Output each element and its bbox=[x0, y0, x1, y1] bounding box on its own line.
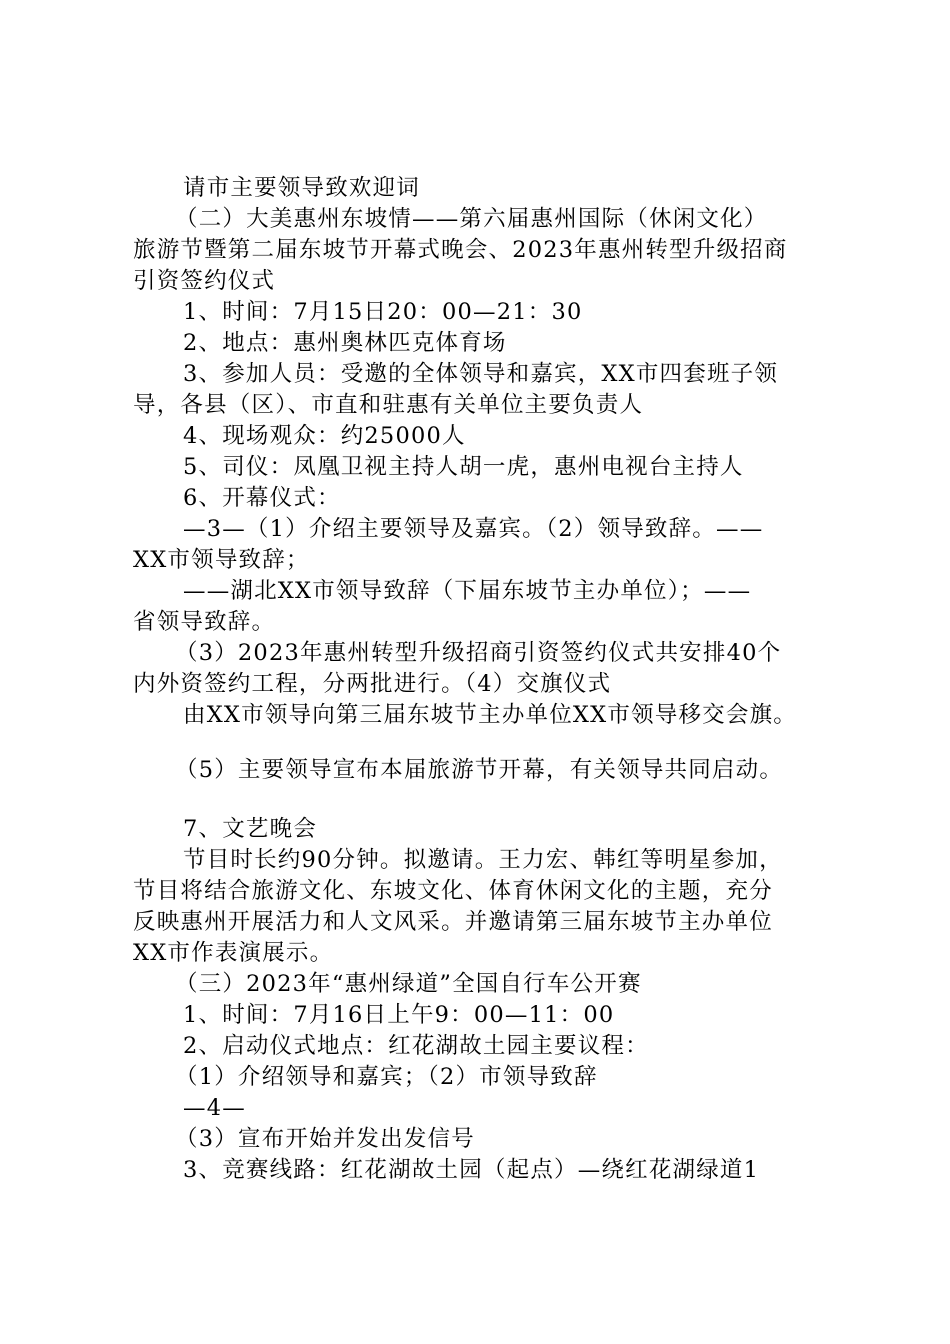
text-line: XX市领导致辞； bbox=[133, 547, 310, 573]
text-line: 引资签约仪式 bbox=[133, 268, 276, 294]
text-line: 4、现场观众：约25000人 bbox=[183, 423, 466, 449]
text-line: 2、地点：惠州奥林匹克体育场 bbox=[183, 330, 507, 356]
text-line: （3）宣布开始并发出发信号 bbox=[175, 1126, 475, 1152]
text-line: 导，各县（区）、市直和驻惠有关单位主要负责人 bbox=[133, 392, 644, 418]
text-line: 反映惠州开展活力和人文风采。并邀请第三届东坡节主办单位 bbox=[133, 909, 773, 935]
text-line: XX市作表演展示。 bbox=[133, 940, 334, 966]
text-line: 内外资签约工程，分两批进行。（4）交旗仪式 bbox=[133, 671, 612, 697]
text-line: 旅游节暨第二届东坡节开幕式晚会、2023年惠州转型升级招商 bbox=[133, 237, 788, 263]
text-line: （3）2023年惠州转型升级招商引资签约仪式共安排40个 bbox=[175, 640, 782, 666]
text-line: ——湖北XX市领导致辞（下届东坡节主办单位）；—— bbox=[183, 578, 752, 604]
section-heading: （二）大美惠州东坡情——第六届惠州国际（休闲文化） bbox=[175, 206, 768, 232]
text-line: 由XX市领导向第三届东坡节主办单位XX市领导移交会旗。 bbox=[183, 702, 797, 728]
text-line: 请市主要领导致欢迎词 bbox=[183, 175, 421, 201]
text-line: 省领导致辞。 bbox=[133, 609, 276, 635]
text-line: 3、竞赛线路：红花湖故土园（起点）—绕红花湖绿道1 bbox=[183, 1157, 760, 1183]
text-line: 2、启动仪式地点：红花湖故土园主要议程： bbox=[183, 1033, 649, 1059]
text-line: 节目将结合旅游文化、东坡文化、体育休闲文化的主题，充分 bbox=[133, 878, 773, 904]
text-line: 5、司仪：凤凰卫视主持人胡一虎，惠州电视台主持人 bbox=[183, 454, 744, 480]
text-line: 6、开幕仪式： bbox=[183, 485, 341, 511]
text-line: 1、时间：7月16日上午9：00—11：00 bbox=[183, 1002, 615, 1028]
text-line: 7、文艺晚会 bbox=[183, 816, 318, 842]
text-line: （1）介绍领导和嘉宾；（2）市领导致辞 bbox=[175, 1064, 598, 1090]
text-line: 1、时间：7月15日20：00—21：30 bbox=[183, 299, 583, 325]
page-number: —4— bbox=[183, 1095, 246, 1121]
section-heading: （三）2023年“惠州绿道”全国自行车公开赛 bbox=[175, 971, 642, 997]
text-line: 节目时长约90分钟。拟邀请。王力宏、韩红等明星参加， bbox=[183, 847, 783, 873]
text-line: 3、参加人员：受邀的全体领导和嘉宾，XX市四套班子领 bbox=[183, 361, 779, 387]
text-line: （5）主要领导宣布本届旅游节开幕，有关领导共同启动。 bbox=[175, 757, 784, 783]
text-line: —3—（1）介绍主要领导及嘉宾。（2）领导致辞。—— bbox=[183, 516, 764, 542]
